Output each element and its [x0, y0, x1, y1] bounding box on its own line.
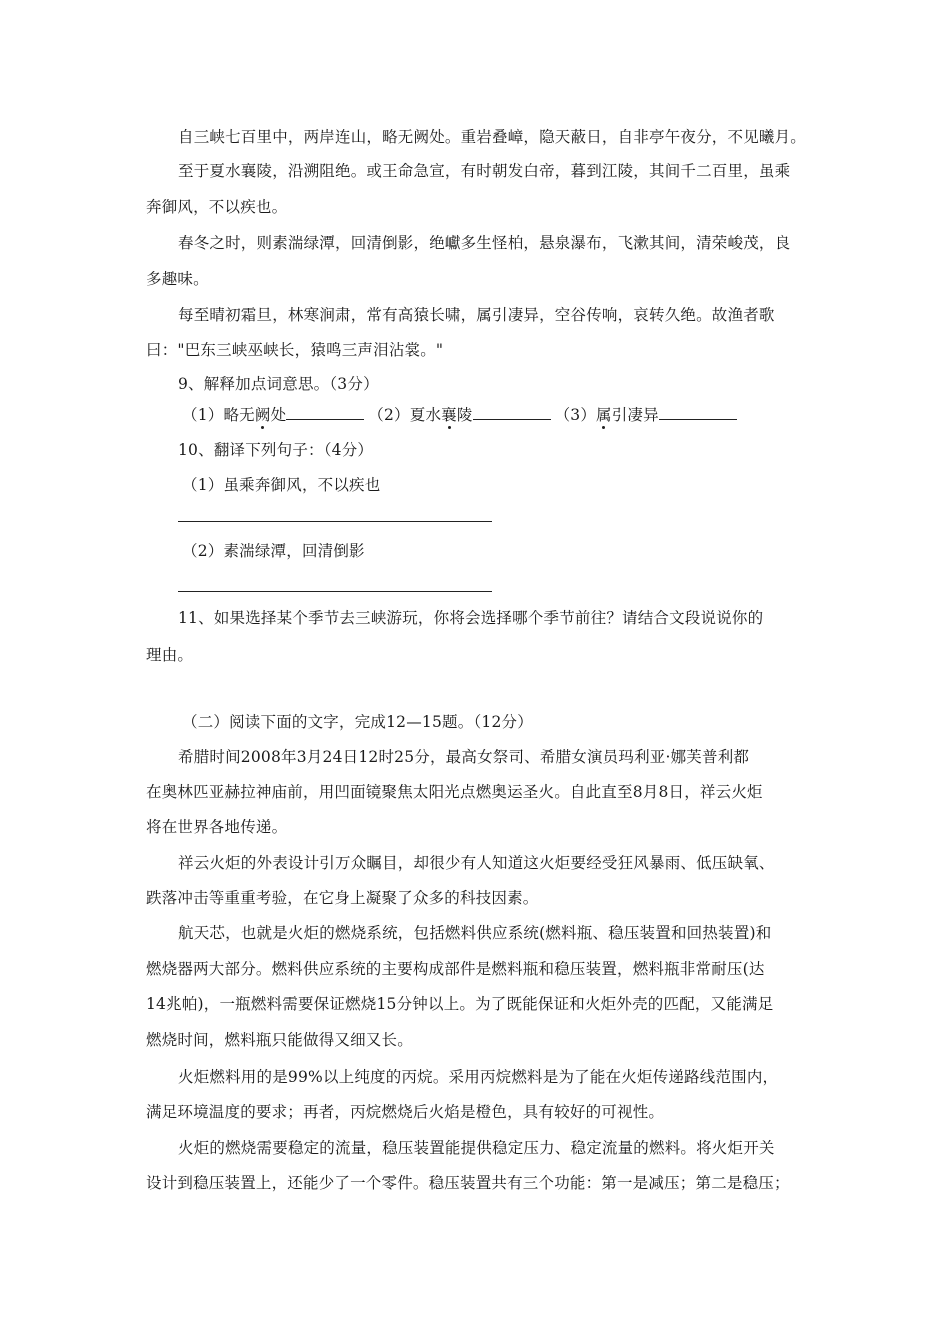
- text-line: 燃烧时间，燃料瓶只能做得又细又长。: [146, 1031, 413, 1049]
- question-11-line: 11、如果选择某个季节去三峡游玩，你将会选择哪个季节前往？请结合文段说说你的: [178, 609, 764, 627]
- text-line: 满足环境温度的要求；再者，丙烷燃烧后火焰是橙色，具有较好的可视性。: [146, 1103, 665, 1121]
- text-line: 14兆帕)，一瓶燃料需要保证燃烧15分钟以上。为了既能保证和火炬外壳的匹配，又能满足: [146, 995, 774, 1013]
- part-2-heading: （二）阅读下面的文字，完成12—15题。（12分）: [182, 713, 533, 731]
- q9-item-2: （2）夏水襄陵: [368, 406, 554, 424]
- question-10-sentence-1: （1）虽乘奔御风，不以疾也: [182, 476, 381, 494]
- text-line: 火炬的燃烧需要稳定的流量，稳压装置能提供稳定压力、稳定流量的燃料。将火炬开关: [178, 1139, 775, 1157]
- text-line: 多趣味。: [146, 270, 209, 288]
- q9-blank-2[interactable]: [473, 405, 551, 420]
- text-line: 曰："巴东三峡巫峡长，猿鸣三声泪沾裳。": [146, 341, 444, 359]
- q9-item-3: （3）属引凄异: [555, 406, 741, 424]
- q9-item-1: （1）略无阙处: [182, 406, 368, 424]
- question-11-line: 理由。: [146, 646, 194, 664]
- text-line: 祥云火炬的外表设计引万众瞩目，却很少有人知道这火炬要经受狂风暴雨、低压缺氧、: [178, 854, 775, 872]
- text-line: 春冬之时，则素湍绿潭，回清倒影，绝巘多生怪柏，悬泉瀑布，飞漱其间，清荣峻茂，良: [178, 234, 791, 252]
- question-9-title: 9、解释加点词意思。（3分）: [178, 375, 379, 393]
- text-line: 自三峡七百里中，两岸连山，略无阙处。重岩叠嶂，隐天蔽日，自非亭午夜分，不见曦月。: [178, 128, 807, 146]
- question-10-sentence-2: （2）素湍绿潭，回清倒影: [182, 542, 365, 560]
- text-line: 每至晴初霜旦，林寒涧肃，常有高猿长啸，属引凄异，空谷传响，哀转久绝。故渔者歌: [178, 306, 775, 324]
- text-line: 希腊时间2008年3月24日12时25分，最高女祭司、希腊女演员玛利亚·娜芙普利都: [178, 748, 750, 766]
- text-line: 将在世界各地传递。: [146, 818, 288, 836]
- text-line: 航天芯，也就是火炬的燃烧系统，包括燃料供应系统(燃料瓶、稳压装置和回热装置)和: [178, 924, 772, 942]
- answer-line-1[interactable]: [178, 521, 492, 522]
- q9-blank-3[interactable]: [659, 405, 737, 420]
- text-line: 跌落冲击等重重考验，在它身上凝聚了众多的科技因素。: [146, 889, 539, 907]
- q9-blank-1[interactable]: [286, 405, 364, 420]
- text-line: 奔御风，不以疾也。: [146, 198, 288, 216]
- text-line: 火炬燃料用的是99%以上纯度的丙烷。采用丙烷燃料是为了能在火炬传递路线范围内，: [178, 1068, 779, 1086]
- text-line: 燃烧器两大部分。燃料供应系统的主要构成部件是燃料瓶和稳压装置，燃料瓶非常耐压(达: [146, 960, 765, 978]
- question-10-title: 10、翻译下列句子：（4分）: [178, 441, 374, 459]
- question-9-items: [182, 404, 852, 426]
- text-line: 至于夏水襄陵，沿溯阻绝。或王命急宣，有时朝发白帝，暮到江陵，其间千二百里，虽乘: [178, 162, 791, 180]
- answer-line-2[interactable]: [178, 591, 492, 592]
- text-line: 设计到稳压装置上，还能少了一个零件。稳压装置共有三个功能：第一是减压；第二是稳压；: [146, 1174, 790, 1192]
- text-line: 在奥林匹亚赫拉神庙前，用凹面镜聚焦太阳光点燃奥运圣火。自此直至8月8日，祥云火炬: [146, 783, 763, 801]
